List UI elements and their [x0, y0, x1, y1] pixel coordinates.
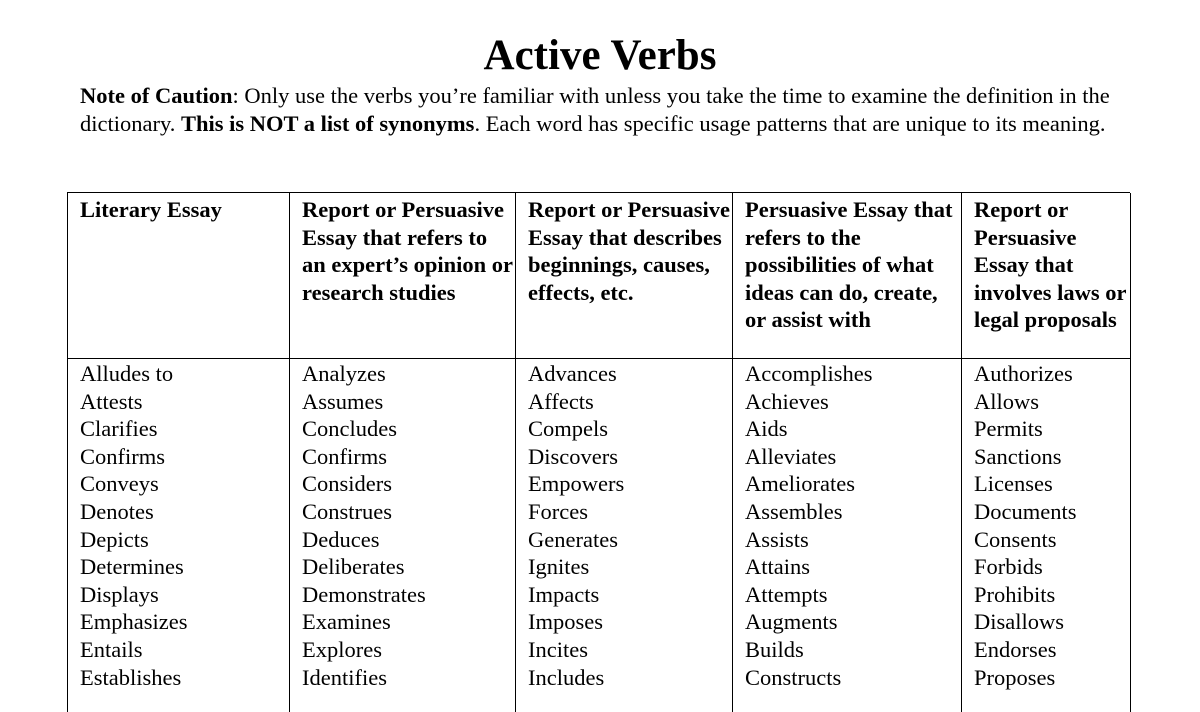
verb-item: Assumes [302, 388, 384, 414]
column-header: Report or Persuasive Essay that describes beginnings, causes, effects, etc. [516, 193, 732, 359]
verb-item: Alleviates [745, 443, 837, 469]
verb-item: Documents [974, 498, 1077, 524]
word-list [528, 360, 732, 691]
column-literary-essay [68, 193, 290, 712]
verb-item: Concludes [302, 416, 397, 442]
verb-item: Assembles [745, 498, 843, 524]
verb-item: Disallows [974, 609, 1064, 635]
verb-item: Analyzes [302, 361, 386, 386]
column-possibilities [733, 193, 962, 712]
column-header: Report or Persuasive Essay that refers to an expert’s opinion or research studies [290, 193, 515, 359]
verb-item: Discovers [528, 443, 618, 469]
verb-item: Ameliorates [745, 471, 855, 497]
verb-item: Forces [528, 498, 588, 524]
verb-item: Alludes to [80, 361, 174, 386]
verb-item: Affects [528, 388, 594, 414]
note-caution-label: Note of Caution [80, 83, 233, 108]
verb-item: Attests [80, 388, 143, 414]
verb-item: Ignites [528, 554, 590, 580]
verb-item: Demonstrates [302, 581, 426, 607]
verb-item: Incites [528, 636, 588, 662]
verb-item: Includes [528, 664, 605, 690]
note-text-1: : Only use the verbs you’re familiar with unless you take the time to examine the definition in the dictionary. [80, 83, 1110, 136]
verb-item: Displays [80, 581, 159, 607]
verb-item: Generates [528, 526, 618, 552]
verb-item: Conveys [80, 471, 159, 497]
verb-item: Advances [528, 361, 617, 386]
verb-item: Aids [745, 416, 788, 442]
verb-item: Achieves [745, 388, 829, 414]
verb-item: Allows [974, 388, 1040, 414]
column-laws-legal [962, 193, 1131, 712]
verb-item: Impacts [528, 581, 600, 607]
verb-item: Denotes [80, 498, 154, 524]
verbs-table [67, 192, 1130, 712]
verb-item: Imposes [528, 609, 603, 635]
verb-item: Identifies [302, 664, 387, 690]
column-expert-opinion [290, 193, 516, 712]
verb-item: Permits [974, 416, 1043, 442]
verb-item: Considers [302, 471, 392, 497]
word-list [80, 360, 289, 691]
note-paragraph [80, 82, 1120, 138]
verb-item: Authorizes [974, 361, 1073, 386]
verb-item: Constructs [745, 664, 842, 690]
page-title: Active Verbs [483, 32, 717, 79]
column-causes-effects [516, 193, 733, 712]
verb-item: Attains [745, 554, 810, 580]
verb-item: Attempts [745, 581, 828, 607]
verb-item: Compels [528, 416, 609, 442]
column-header: Literary Essay [68, 193, 289, 359]
note-bold-text: This is NOT a list of synonyms [181, 111, 475, 136]
verb-item: Establishes [80, 664, 182, 690]
verb-item: Determines [80, 554, 184, 580]
verb-item: Prohibits [974, 581, 1056, 607]
column-header: Report or Persuasive Essay that involves laws or legal proposals [962, 193, 1130, 359]
verb-item: Confirms [80, 443, 166, 469]
column-header: Persuasive Essay that refers to the possibilities of what ideas can do, create, or assist with [733, 193, 961, 359]
verb-item: Depicts [80, 526, 149, 552]
verb-item: Forbids [974, 554, 1043, 580]
verb-item: Clarifies [80, 416, 158, 442]
word-list [302, 360, 515, 691]
verb-item: Licenses [974, 471, 1053, 497]
verb-item: Accomplishes [745, 361, 873, 386]
verb-item: Consents [974, 526, 1057, 552]
verb-item: Empowers [528, 471, 625, 497]
verb-item: Explores [302, 636, 382, 662]
verb-item: Endorses [974, 636, 1057, 662]
verb-item: Construes [302, 498, 392, 524]
verb-item: Emphasizes [80, 609, 188, 635]
verb-item: Sanctions [974, 443, 1062, 469]
verb-item: Entails [80, 636, 143, 662]
verb-item: Deliberates [302, 554, 405, 580]
verb-item: Augments [745, 609, 838, 635]
word-list [974, 360, 1130, 691]
note-text-2: . Each word has specific usage patterns that are unique to its meaning. [474, 111, 1106, 136]
verb-item: Deduces [302, 526, 380, 552]
verb-item: Confirms [302, 443, 388, 469]
verb-item: Examines [302, 609, 391, 635]
word-list [745, 360, 961, 691]
verb-item: Proposes [974, 664, 1056, 690]
verb-item: Builds [745, 636, 804, 662]
verb-item: Assists [745, 526, 809, 552]
